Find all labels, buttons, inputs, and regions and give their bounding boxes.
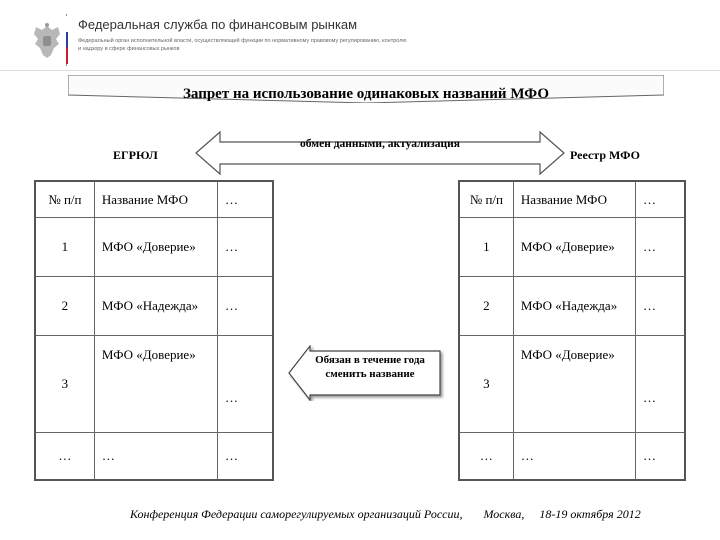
slide-title: Запрет на использование одинаковых названий МФО	[182, 86, 550, 102]
table-header-row	[459, 181, 685, 218]
footer-place: Москва,	[483, 507, 525, 521]
table-row	[459, 336, 685, 433]
org-name: Федеральная служба по финансовым рынкам	[78, 17, 358, 32]
row-name: …	[513, 433, 635, 481]
reestr-table	[458, 180, 686, 481]
row-number: …	[459, 433, 513, 481]
row-more: …	[635, 218, 685, 277]
row-more: …	[218, 336, 274, 433]
row-more: …	[635, 336, 685, 433]
table-row	[35, 336, 273, 433]
row-more: …	[635, 277, 685, 336]
egrul-table	[34, 180, 274, 481]
footer	[130, 507, 690, 522]
row-number: 2	[35, 277, 94, 336]
header-cell-name: Название МФО	[94, 181, 217, 218]
footer-conference: Конференция Федерации саморегулируемых организаций России,	[130, 507, 463, 521]
table-row	[459, 433, 685, 481]
row-name: МФО «Надежда»	[513, 277, 635, 336]
row-number: 1	[459, 218, 513, 277]
table-row	[35, 433, 273, 481]
row-number: 1	[35, 218, 94, 277]
header-cell-number: № п/п	[459, 181, 513, 218]
row-name: …	[94, 433, 217, 481]
org-subtitle: Федеральный орган исполнительной власти, осуществляющий функции по нормативному правовому регулированию, контролю и надзору в сфере финансовых рынков	[78, 38, 407, 52]
row-more: …	[635, 433, 685, 481]
row-name: МФО «Доверие»	[94, 218, 217, 277]
row-name: МФО «Надежда»	[94, 277, 217, 336]
header-separator	[0, 70, 720, 71]
right-registry-label: Реестр МФО	[570, 148, 640, 162]
row-number: 3	[459, 336, 513, 433]
footer-dates: 18-19 октября 2012	[539, 507, 641, 521]
double-arrow	[195, 130, 565, 176]
header-cell-more: …	[635, 181, 685, 218]
row-name: МФО «Доверие»	[94, 336, 217, 433]
row-number: 2	[459, 277, 513, 336]
flag-stripe	[66, 16, 68, 64]
header-cell-number: № п/п	[35, 181, 94, 218]
table-row	[35, 218, 273, 277]
header-cell-name: Название МФО	[513, 181, 635, 218]
header-cell-more: …	[218, 181, 274, 218]
row-more: …	[218, 218, 274, 277]
row-name: МФО «Доверие»	[513, 336, 635, 433]
row-number: 3	[35, 336, 94, 433]
exchange-label: обмен данными, актуализация	[300, 138, 460, 150]
row-more: …	[218, 433, 274, 481]
coat-of-arms-icon	[30, 22, 64, 60]
table-header-row	[35, 181, 273, 218]
table-row	[459, 277, 685, 336]
table-row	[459, 218, 685, 277]
row-number: …	[35, 433, 94, 481]
callout-text: Обязан в течение года сменить название	[315, 354, 425, 380]
row-name: МФО «Доверие»	[513, 218, 635, 277]
row-more: …	[218, 277, 274, 336]
table-row	[35, 277, 273, 336]
left-registry-label: ЕГРЮЛ	[113, 148, 158, 162]
